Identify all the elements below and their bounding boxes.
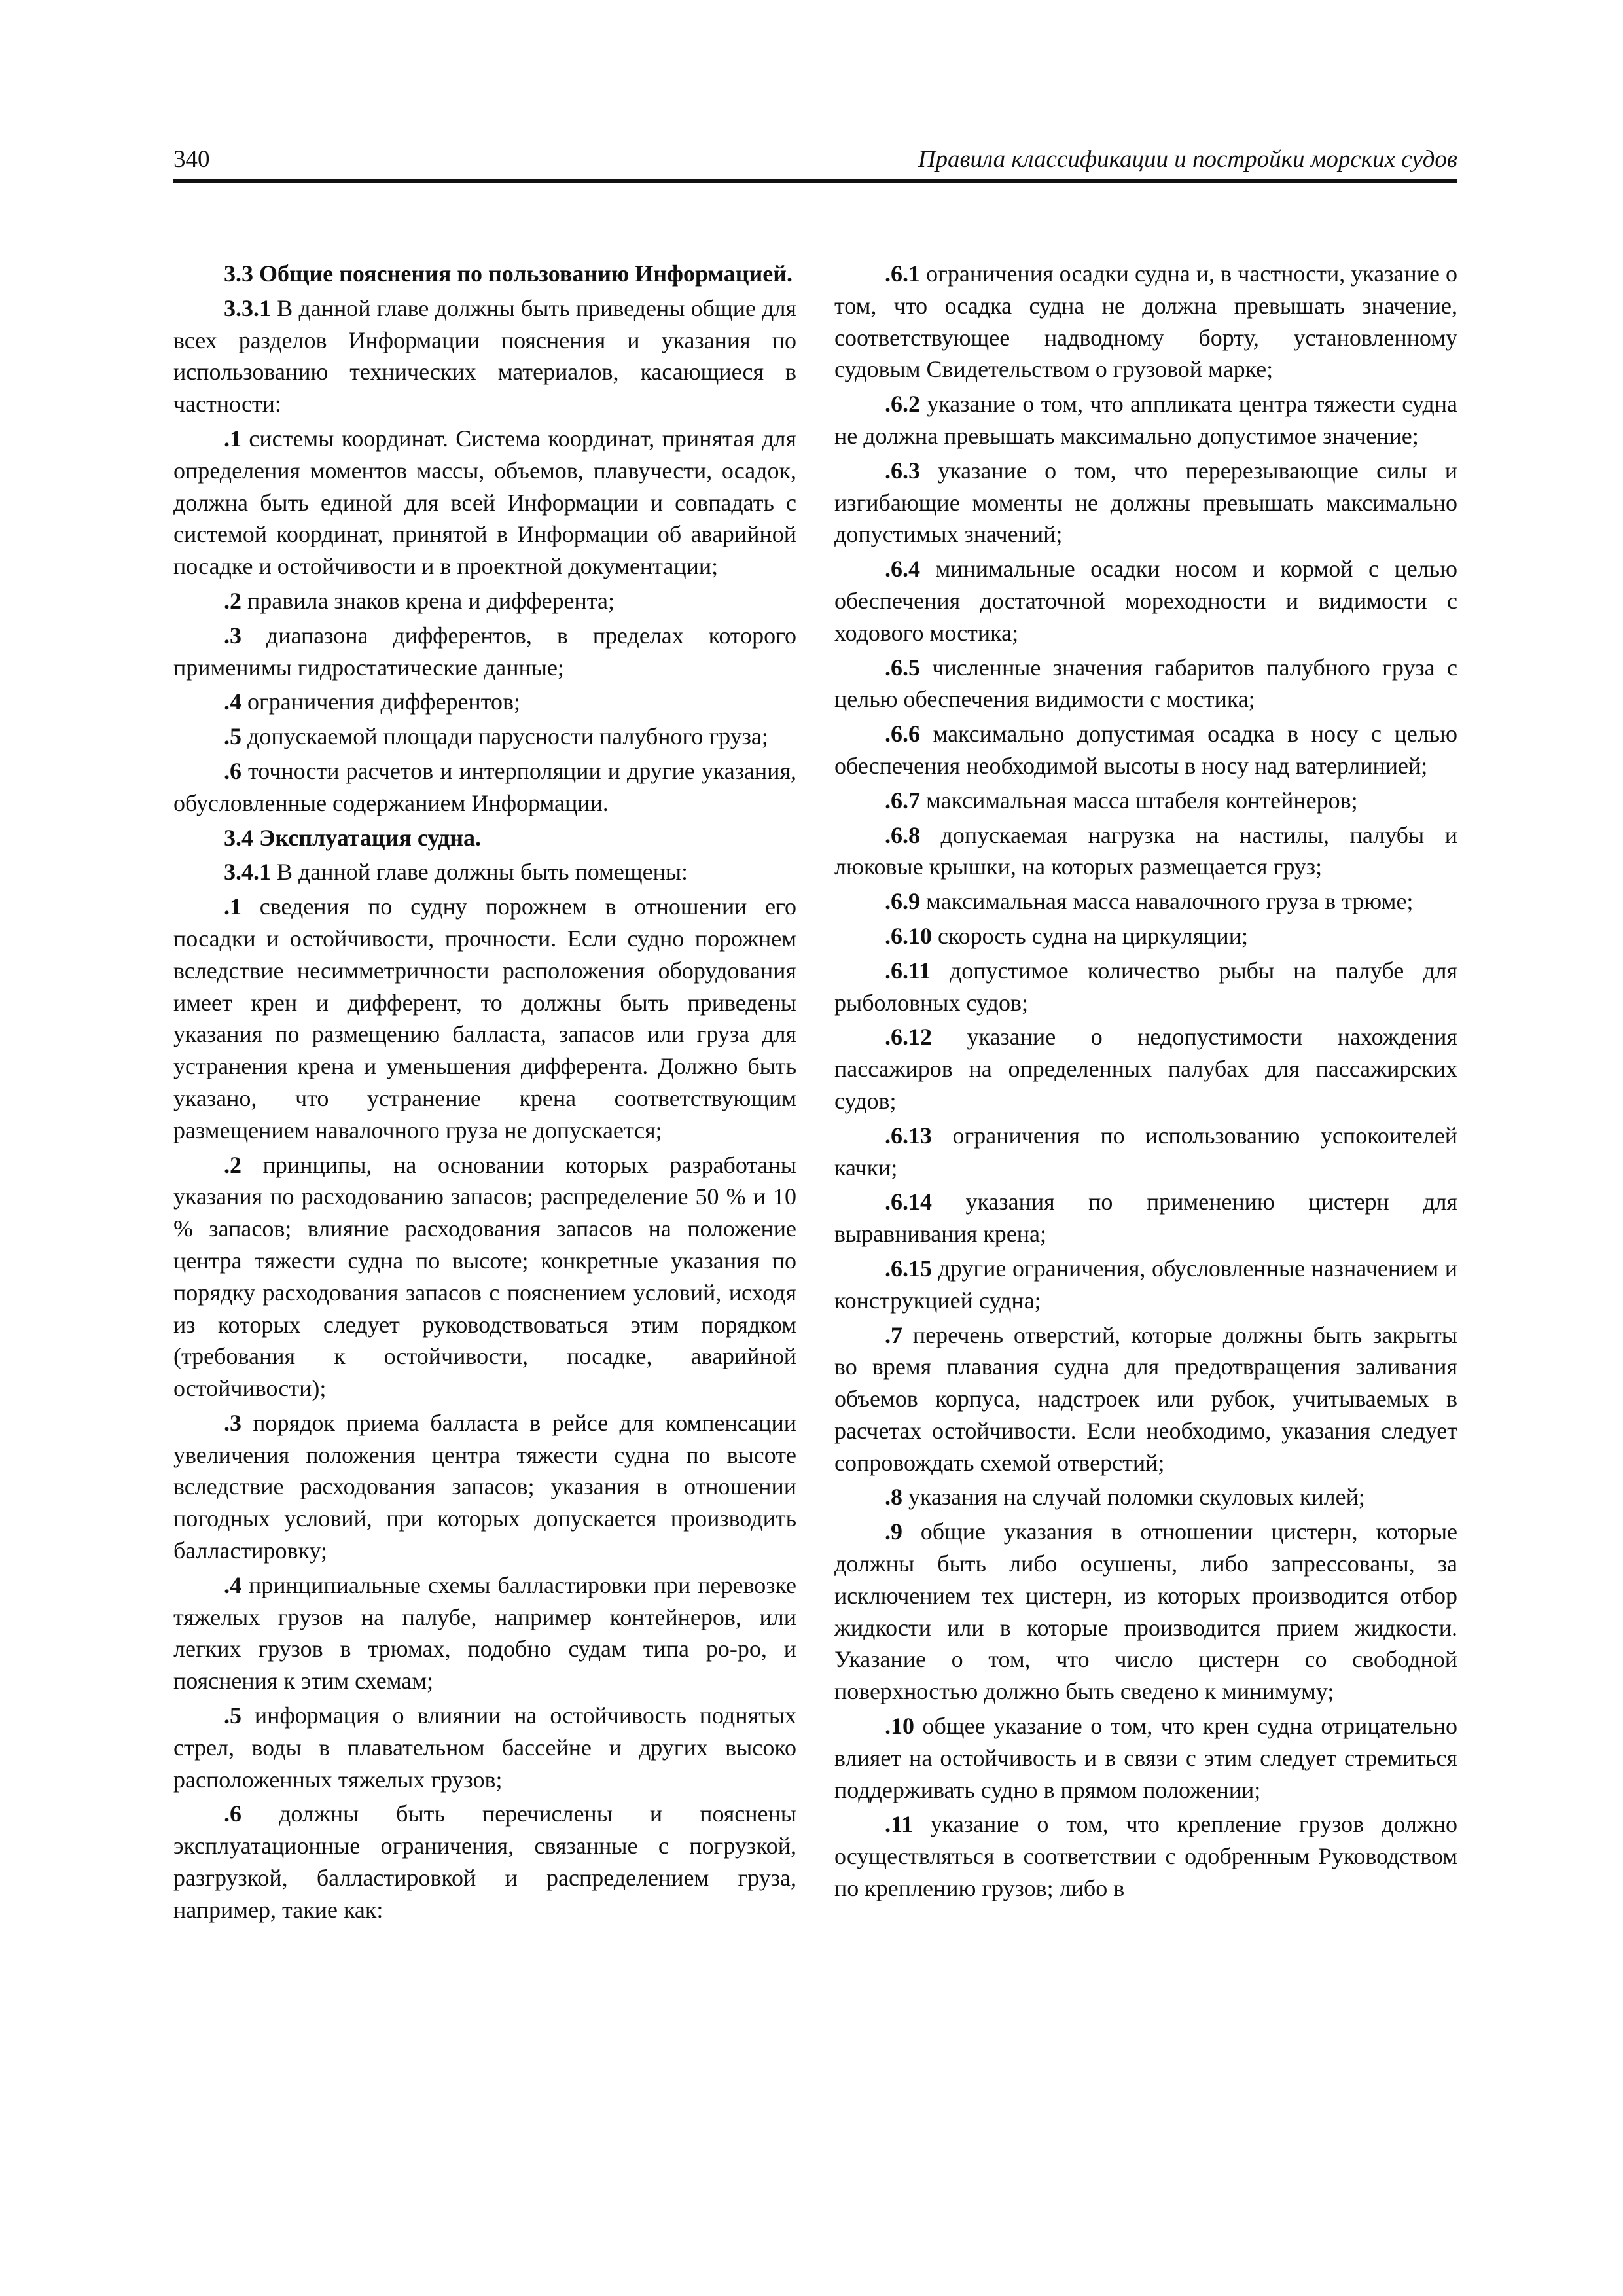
clause-text: точности расчетов и интерполяции и другие указания, обусловленные содержанием Информации. — [173, 757, 796, 816]
clause-paragraph — [834, 1186, 1457, 1250]
clause-text: другие ограничения, обусловленные назначением и конструкцией судна; — [834, 1255, 1457, 1314]
clause-paragraph — [834, 1253, 1457, 1317]
clause-paragraph — [834, 1516, 1457, 1708]
clause-number: .6.4 — [885, 556, 920, 583]
clause-paragraph — [834, 388, 1457, 452]
clause-text: должны быть перечислены и пояснены эксплуатационные ограничения, связанные с погрузкой, разгрузкой, балластировкой и распределением груза, например, такие как: — [173, 1801, 796, 1923]
clause-number: 3.3.1 — [224, 295, 271, 321]
clause-text: В данной главе должны быть приведены общие для всех разделов Информации пояснения и указания по использованию технических материалов, касающиеся в частности: — [173, 295, 796, 418]
clause-number: .6.9 — [885, 888, 920, 915]
clause-paragraph — [834, 920, 1457, 952]
page-number: 340 — [173, 146, 210, 173]
section-heading — [173, 258, 796, 290]
clause-text: системы координат. Система координат, принятая для определения моментов массы, объемов, плавучести, осадок, должна быть единой для всей Информации и совпадать с системой координат, принятой в Информации об аварийной посадке и остойчивости и в проектной документации; — [173, 425, 796, 580]
clause-text: общее указание о том, что крен судна отрицательно влияет на остойчивость и в связи с этим следует стремиться поддерживать судно в прямом положении; — [834, 1713, 1457, 1803]
clause-paragraph — [173, 755, 796, 819]
clause-number: .6.5 — [885, 654, 920, 681]
clause-number: .10 — [885, 1713, 914, 1740]
clause-number: 3.4.1 — [224, 859, 271, 886]
clause-paragraph — [834, 819, 1457, 884]
clause-number: .5 — [224, 723, 241, 750]
clause-number: .6 — [224, 1801, 241, 1827]
clause-number: .7 — [885, 1321, 902, 1348]
clause-text: минимальные осадки носом и кормой с целью обеспечения достаточной мореходности и видимости с ходового мостика; — [834, 556, 1457, 646]
clause-paragraph — [173, 1149, 796, 1405]
clause-number: .1 — [224, 893, 241, 920]
clause-paragraph — [834, 652, 1457, 716]
clause-paragraph — [834, 1710, 1457, 1806]
clause-paragraph — [834, 455, 1457, 550]
clause-number: .9 — [885, 1518, 902, 1545]
clause-text: численные значения габаритов палубного груза с целью обеспечения видимости с мостика; — [834, 654, 1457, 713]
heading-text: 3.3 Общие пояснения по пользованию Информацией. — [224, 260, 793, 287]
clause-text: ограничения дифферентов; — [241, 689, 520, 715]
clause-text: правила знаков крена и дифферента; — [241, 587, 615, 614]
clause-text: скорость судна на циркуляции; — [932, 922, 1248, 949]
left-column — [173, 258, 796, 1929]
clause-text: перечень отверстий, которые должны быть закрыты во время плавания судна для предотвращения заливания объемов корпуса, надстроек или рубок, учитываемых в расчетах остойчивости. Если необходимо, указания следует сопровождать схемой отверстий; — [834, 1321, 1457, 1476]
clause-text: указание о том, что перерезывающие силы и изгибающие моменты не должны превышать максимально допустимых значений; — [834, 457, 1457, 548]
clause-number: .6 — [224, 757, 241, 784]
clause-text: диапазона дифферентов, в пределах которого применимы гидростатические данные; — [173, 622, 796, 681]
clause-paragraph — [834, 1021, 1457, 1117]
clause-paragraph — [834, 1120, 1457, 1184]
clause-paragraph — [173, 721, 796, 753]
clause-text: ограничения по использованию успокоителей качки; — [834, 1122, 1457, 1181]
clause-text: максимальная масса штабеля контейнеров; — [920, 787, 1358, 814]
clause-paragraph — [173, 891, 796, 1146]
clause-number: .6.15 — [885, 1255, 932, 1282]
clause-paragraph — [173, 1570, 796, 1697]
section-heading — [173, 822, 796, 854]
clause-text: максимально допустимая осадка в носу с целью обеспечения необходимой высоты в носу над ватерлинией; — [834, 721, 1457, 779]
clause-paragraph — [834, 1808, 1457, 1904]
clause-text: порядок приема балласта в рейсе для компенсации увеличения положения центра тяжести судна по высоте вследствие расходования запасов; указания в отношении погодных условий, при которых допускается производить балластировку; — [173, 1409, 796, 1564]
clause-number: .2 — [224, 1151, 241, 1178]
clause-text: информация о влиянии на остойчивость поднятых стрел, воды в плавательном бассейне и других высоко расположенных тяжелых грузов; — [173, 1702, 796, 1793]
clause-text: указание о недопустимости нахождения пассажиров на определенных палубах для пассажирских судов; — [834, 1024, 1457, 1114]
clause-number: .6.8 — [885, 821, 920, 848]
clause-paragraph — [834, 785, 1457, 817]
clause-text: указания на случай поломки скуловых килей; — [902, 1484, 1365, 1511]
clause-paragraph — [173, 856, 796, 888]
clause-text: сведения по судну порожнем в отношении его посадки и остойчивости, прочности. Если судно порожнем вследствие несимметричности расположения оборудования имеет крен и дифферент, то должны быть приведены указания по размещению балласта, запасов или груза для устранения крена и уменьшения дифферента. Должно быть указано, что устранение крена соответствующим размещением навалочного груза не допускается; — [173, 893, 796, 1143]
clause-text: допускаемая нагрузка на настилы, палубы и люковые крышки, на которых размещается груз; — [834, 821, 1457, 880]
clause-paragraph — [834, 258, 1457, 386]
clause-paragraph — [834, 553, 1457, 649]
clause-paragraph — [173, 686, 796, 718]
clause-number: .3 — [224, 1409, 241, 1436]
clause-paragraph — [834, 955, 1457, 1019]
clause-paragraph — [173, 620, 796, 684]
clause-number: .6.1 — [885, 260, 920, 287]
clause-number: .4 — [224, 1571, 241, 1598]
clause-text: принципы, на основании которых разработаны указания по расходованию запасов; распределение 50 % и 10 % запасов; влияние расходования запасов на положение центра тяжести судна по высоте; конкретные указания по порядку расходования запасов с пояснением условий, исходя из которых следует руководствоваться этим порядком (требования к остойчивости, посадке, аварийной остойчивости); — [173, 1151, 796, 1402]
clause-text: ограничения осадки судна и, в частности, указание о том, что осадка судна не должна превышать значение, соответствующее надводному борту, установленному судовым Свидетельством о грузовой марке; — [834, 260, 1457, 383]
clause-paragraph — [173, 585, 796, 617]
clause-paragraph — [173, 293, 796, 420]
clause-text: общие указания в отношении цистерн, которые должны быть либо осушены, либо запрессованы, за исключением тех цистерн, из которых производится отбор жидкости или в которые производится прием жидкости. Указание о том, что число цистерн со свободной поверхностью должно быть сведено к минимуму; — [834, 1518, 1457, 1705]
clause-number: .5 — [224, 1702, 241, 1729]
clause-number: .8 — [885, 1484, 902, 1511]
clause-number: .6.10 — [885, 922, 932, 949]
clause-paragraph — [173, 1798, 796, 1926]
clause-paragraph — [173, 1700, 796, 1795]
clause-number: .6.12 — [885, 1024, 932, 1050]
clause-text: максимальная масса навалочного груза в трюме; — [920, 888, 1414, 915]
clause-text: указание о том, что крепление грузов должно осуществляться в соответствии с одобренным Руководством по креплению грузов; либо в — [834, 1811, 1457, 1902]
clause-paragraph — [834, 718, 1457, 782]
clause-paragraph — [834, 1481, 1457, 1513]
clause-number: .2 — [224, 587, 241, 614]
clause-number: .6.2 — [885, 391, 920, 418]
running-title: Правила классификации и постройки морских судов — [918, 146, 1457, 173]
clause-number: .6.11 — [885, 957, 931, 984]
clause-number: .1 — [224, 425, 241, 452]
clause-text: указания по применению цистерн для выравнивания крена; — [834, 1189, 1457, 1247]
clause-number: .6.14 — [885, 1189, 932, 1215]
clause-number: .11 — [885, 1811, 914, 1838]
clause-paragraph — [834, 1319, 1457, 1479]
right-column — [834, 258, 1457, 1907]
clause-number: .6.6 — [885, 721, 920, 747]
clause-text: допускаемой площади парусности палубного груза; — [241, 723, 768, 750]
clause-number: .6.13 — [885, 1122, 932, 1149]
clause-number: .4 — [224, 689, 241, 715]
clause-text: принципиальные схемы балластировки при перевозке тяжелых грузов на палубе, например контейнеров, или легких грузов в трюмах, подобно судам типа ро-ро, и пояснения к этим схемам; — [173, 1571, 796, 1695]
clause-paragraph — [173, 1407, 796, 1567]
clause-text: указание о том, что аппликата центра тяжести судна не должна превышать максимально допустимое значение; — [834, 391, 1457, 449]
clause-number: .6.7 — [885, 787, 920, 814]
heading-text: 3.4 Эксплуатация судна. — [224, 824, 482, 851]
clause-text: допустимое количество рыбы на палубе для рыболовных судов; — [834, 957, 1457, 1016]
clause-paragraph — [173, 423, 796, 583]
clause-number: .6.3 — [885, 457, 920, 484]
clause-paragraph — [834, 886, 1457, 918]
page-header — [173, 143, 1457, 183]
clause-text: В данной главе должны быть помещены: — [271, 859, 688, 886]
clause-number: .3 — [224, 622, 241, 649]
